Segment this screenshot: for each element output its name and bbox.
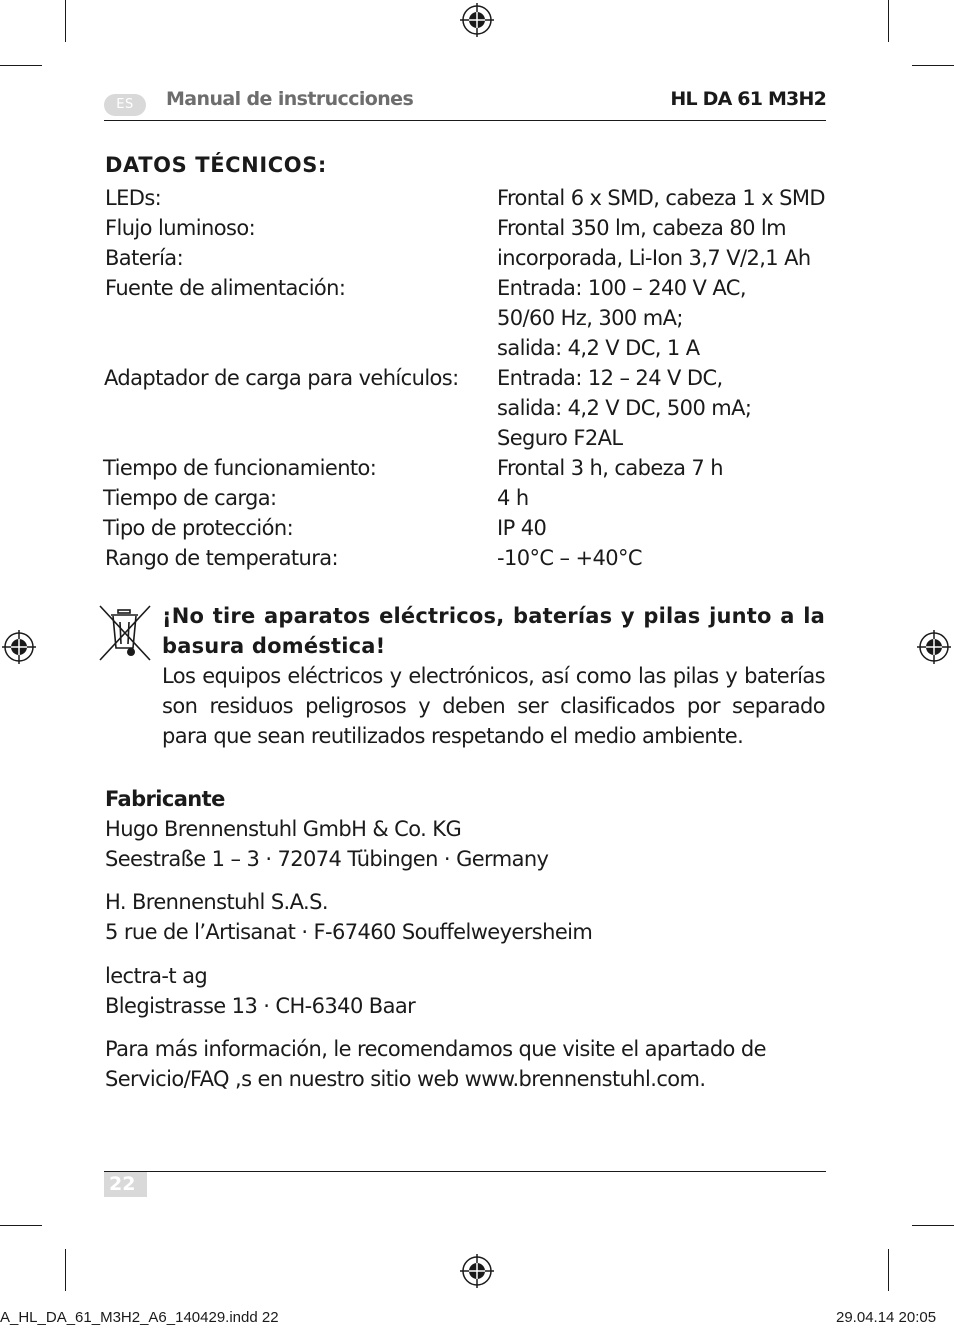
- spec-value: 4 h: [497, 486, 529, 510]
- company-address: 5 rue de l’Artisanat · F-67460 Souffelweyersheim: [105, 920, 593, 944]
- header-title: Manual de instrucciones: [166, 88, 414, 110]
- spec-label: Tiempo de carga:: [103, 486, 277, 510]
- spec-value: Seguro F2AL: [497, 426, 623, 450]
- company-name: lectra-t ag: [105, 964, 208, 988]
- spec-label: Tipo de protección:: [103, 516, 294, 540]
- spec-value: Frontal 6 x SMD, cabeza 1 x SMD: [497, 186, 825, 210]
- spec-label: Flujo luminoso:: [105, 216, 256, 240]
- registration-mark-icon: [2, 630, 36, 664]
- spec-label: Tiempo de funcionamiento:: [103, 456, 377, 480]
- crop-mark: [0, 65, 42, 66]
- crop-mark: [0, 1225, 42, 1226]
- crop-mark: [888, 0, 889, 42]
- spec-value: incorporada, Li-Ion 3,7 V/2,1 Ah: [497, 246, 811, 270]
- crop-mark: [912, 65, 954, 66]
- manufacturer-block: [105, 784, 548, 874]
- spec-value: Frontal 350 lm, cabeza 80 lm: [497, 216, 787, 240]
- spec-label: Rango de temperatura:: [105, 546, 338, 570]
- spec-value: Frontal 3 h, cabeza 7 h: [497, 456, 723, 480]
- crossed-out-wheelie-bin-icon: [98, 604, 152, 662]
- print-slug-date: 29.04.14 20:05: [836, 1309, 937, 1326]
- registration-mark-icon: [917, 630, 951, 664]
- crop-mark: [912, 1225, 954, 1226]
- disposal-body: Los equipos eléctricos y electrónicos, así como las pilas y baterías son residuos peligrosos y deben ser clasificados por separado para que sean reutilizados respetando el medio ambiente.: [162, 664, 825, 748]
- registration-mark-icon: [460, 1254, 494, 1288]
- info-line: Para más información, le recomendamos que visite el apartado de: [105, 1037, 766, 1061]
- registration-mark-icon: [460, 3, 494, 37]
- disposal-heading: ¡No tire aparatos eléctricos, baterías y pilas junto a la basura doméstica!: [162, 604, 825, 658]
- spec-value: Entrada: 12 – 24 V DC,: [497, 366, 723, 390]
- spec-label: Adaptador de carga para vehículos:: [104, 366, 459, 390]
- language-badge: ES: [104, 94, 146, 116]
- crop-mark: [65, 1249, 66, 1291]
- spec-label: Batería:: [105, 246, 184, 270]
- spec-value: 50/60 Hz, 300 mA;: [497, 306, 683, 330]
- spec-value: salida: 4,2 V DC, 1 A: [497, 336, 700, 360]
- crop-mark: [65, 0, 66, 42]
- more-info-paragraph: [105, 1034, 766, 1094]
- spec-label: LEDs:: [105, 186, 162, 210]
- manufacturer-block: [105, 961, 415, 1021]
- company-address: Seestraße 1 – 3 · 72074 Tübingen · Germany: [105, 847, 549, 871]
- company-name: H. Brennenstuhl S.A.S.: [105, 890, 328, 914]
- crop-mark: [888, 1249, 889, 1291]
- spec-label: Fuente de alimentación:: [105, 276, 346, 300]
- company-address: Blegistrasse 13 · CH-6340 Baar: [105, 994, 416, 1018]
- info-line: Servicio/FAQ ,s en nuestro sitio web www.brennenstuhl.com.: [105, 1067, 706, 1091]
- page-number: 22: [104, 1172, 147, 1197]
- manufacturer-block: [105, 887, 592, 947]
- footer-divider: [104, 1171, 826, 1172]
- manufacturer-heading: Fabricante: [105, 787, 225, 811]
- company-name: Hugo Brennenstuhl GmbH & Co. KG: [105, 817, 462, 841]
- spec-value: salida: 4,2 V DC, 500 mA;: [497, 396, 752, 420]
- print-slug-file: A_HL_DA_61_M3H2_A6_140429.indd 22: [0, 1309, 279, 1326]
- header-model: HL DA 61 M3H2: [670, 88, 826, 110]
- header-divider: [104, 120, 826, 121]
- spec-value: IP 40: [497, 516, 547, 540]
- tech-data-title: DATOS TÉCNICOS:: [105, 153, 327, 177]
- spec-value: Entrada: 100 – 240 V AC,: [497, 276, 746, 300]
- spec-value: -10°C – +40°C: [497, 546, 642, 570]
- disposal-warning: [162, 601, 825, 751]
